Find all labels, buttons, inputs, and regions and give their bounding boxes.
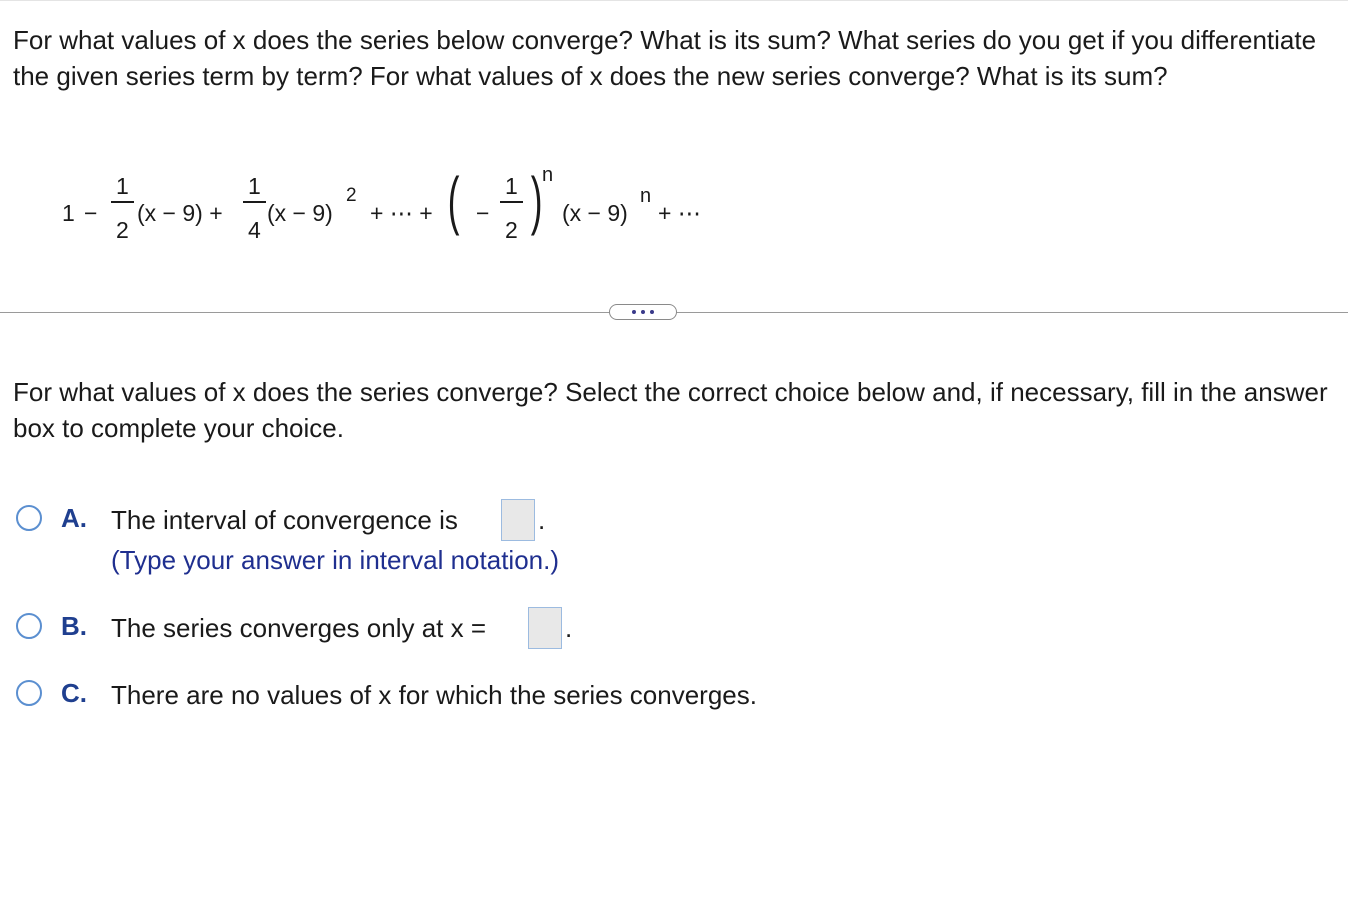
choice-b-period: . xyxy=(565,613,573,643)
formula-term-1: 1 xyxy=(62,200,75,226)
series-formula xyxy=(0,160,760,260)
formula-term-5: (x − 9) xyxy=(562,200,628,226)
choice-a-answer-box[interactable] xyxy=(501,499,535,541)
choice-c-text: There are no values of x for which the series converges. xyxy=(111,680,757,710)
fraction-1-bar xyxy=(111,201,134,203)
more-button[interactable] xyxy=(609,304,677,320)
prompt-text: For what values of x does the series converge? Select the correct choice below and, if necessary, fill in the answer box to complete your choice. xyxy=(13,377,1328,443)
choice-a-text: The interval of convergence is xyxy=(111,505,458,535)
fraction-2-denominator: 4 xyxy=(248,217,261,243)
formula-term-5-exponent: n xyxy=(640,185,652,207)
fraction-2-bar xyxy=(243,201,266,203)
choice-a-radio[interactable] xyxy=(16,505,42,531)
choice-b-answer-box[interactable] xyxy=(528,607,562,649)
left-paren: ( xyxy=(447,164,460,236)
formula-minus: − xyxy=(84,200,98,226)
fraction-2-numerator: 1 xyxy=(248,173,261,199)
choice-a[interactable] xyxy=(16,500,716,544)
formula-term-6: + ⋯ xyxy=(658,200,701,226)
fraction-1-numerator: 1 xyxy=(116,173,129,199)
top-border xyxy=(0,0,1348,1)
choice-b-text: The series converges only at x = xyxy=(111,613,487,643)
fraction-3-denominator: 2 xyxy=(505,217,518,243)
formula-term-3: (x − 9) xyxy=(267,200,333,226)
fraction-1-denominator: 2 xyxy=(116,217,129,243)
choice-c[interactable] xyxy=(16,675,916,719)
formula-term-3-exponent: 2 xyxy=(346,185,357,206)
formula-term-2: (x − 9) + xyxy=(137,200,223,226)
fraction-3-bar xyxy=(500,201,523,203)
choice-a-letter: A. xyxy=(61,503,87,533)
choice-a-period: . xyxy=(538,505,546,535)
right-paren: ) xyxy=(530,164,543,236)
question-text: For what values of x does the series below converge? What is its sum? What series do you get if you differentiate the given series term by term? For what values of x does the new series converge? What is its sum? xyxy=(13,25,1317,91)
choice-c-letter: C. xyxy=(61,678,87,708)
choice-c-radio[interactable] xyxy=(16,680,42,706)
choice-a-hint: (Type your answer in interval notation.) xyxy=(111,545,559,575)
choice-b-letter: B. xyxy=(61,611,87,641)
paren-exponent: n xyxy=(542,164,554,186)
formula-term-4: + ⋯ + xyxy=(370,200,433,226)
fraction-3-numerator: 1 xyxy=(505,173,518,199)
ellipsis-icon xyxy=(632,310,636,314)
choice-b[interactable] xyxy=(16,608,716,652)
fraction-3-sign: − xyxy=(476,200,490,226)
choice-b-radio[interactable] xyxy=(16,613,42,639)
